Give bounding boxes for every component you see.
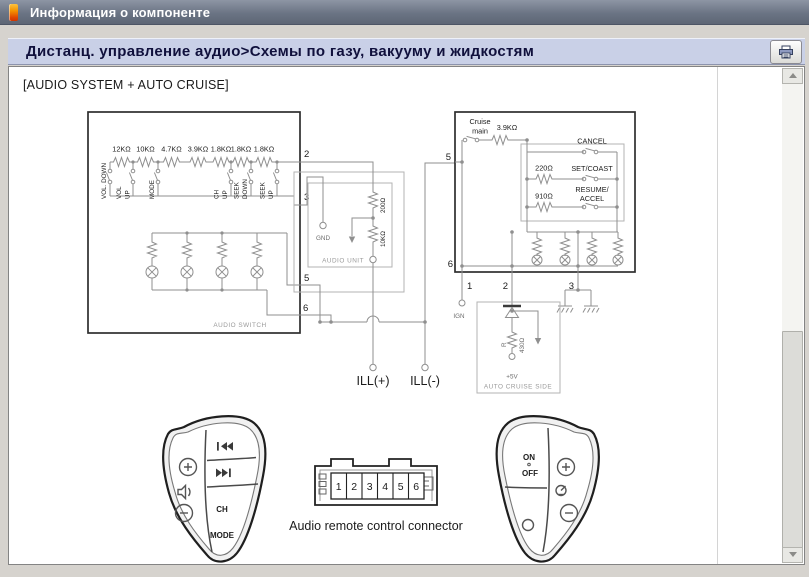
diagram-heading: [AUDIO SYSTEM + AUTO CRUISE] [23, 78, 229, 92]
ch-button[interactable]: CH [216, 505, 228, 514]
gnd-label: GND [316, 235, 330, 242]
diagram-panel [8, 66, 805, 565]
acs-r-label: R [501, 342, 508, 347]
switch-label: UP [268, 190, 275, 199]
connector-pin: 5 [397, 481, 404, 493]
scroll-down-button[interactable] [782, 547, 803, 563]
cruise-off-label[interactable]: OFF [522, 469, 538, 478]
resume-accel-label: ACCEL [579, 194, 605, 203]
resistor-value: 10KΩ [136, 144, 155, 154]
ign-label: IGN [453, 313, 465, 320]
set-coast-label: SET/COAST [571, 164, 613, 173]
cruise-pin-2: 2 [502, 281, 508, 292]
arrow-up-icon [789, 73, 797, 78]
resistor-value: 1.8KΩ [210, 144, 232, 154]
right-wheel-control [497, 416, 599, 561]
resume-accel-label: RESUME/ [575, 185, 609, 194]
audio-unit-r2: 10KΩ [380, 231, 387, 247]
scrollbar-thumb[interactable] [782, 331, 803, 549]
connector-pin: 2 [351, 481, 358, 493]
resistor-value: 3.9KΩ [187, 144, 209, 154]
audio-switch-label: AUDIO SWITCH [213, 322, 267, 329]
cruise-on-label[interactable]: ON [523, 453, 535, 462]
switch-label: VOL. DOWN [101, 162, 108, 199]
resistor-value: 12KΩ [112, 144, 131, 154]
vertical-scrollbar[interactable] [782, 68, 803, 563]
connector-pin: 4 [382, 481, 389, 493]
switch-label: SEEK [259, 182, 267, 199]
resistor-value: 1.8KΩ [230, 144, 252, 154]
auto-cruise-side-box [477, 302, 560, 393]
switch-label: UP [124, 190, 132, 199]
resistor-value: 4.7KΩ [161, 144, 182, 154]
cruise-pin-6: 6 [447, 259, 453, 270]
audio-switch-box [88, 112, 300, 333]
cruise-main-label: Cruise [469, 117, 491, 126]
cruise-main-resistor: 3.9KΩ [496, 123, 518, 132]
acs-label: AUTO CRUISE SIDE [483, 383, 553, 391]
switch-label: UP [222, 190, 229, 199]
app-icon [9, 4, 18, 21]
audio-unit [294, 162, 404, 292]
connector-pin: 1 [335, 481, 342, 493]
ill-minus-label: ILL(-) [410, 374, 440, 388]
junction-dots [185, 231, 223, 291]
printer-icon [778, 45, 794, 59]
window-title: Информация о компоненте [30, 4, 211, 20]
switch-label: DOWN [242, 179, 249, 199]
switch-label: MODE [149, 180, 156, 199]
pin-5: 5 [304, 273, 310, 284]
acs-r-value: 430Ω [519, 337, 526, 353]
arrow-down-icon [535, 338, 541, 345]
audio-remote-connector [289, 459, 463, 533]
cruise-main-label: main [472, 126, 488, 136]
pin-6: 6 [303, 303, 309, 314]
cancel-label: CANCEL [577, 136, 607, 146]
cruise-switch-box [446, 112, 635, 272]
illumination-lamps [146, 233, 300, 315]
resistor-value: 1.8KΩ [253, 144, 275, 154]
mode-button[interactable]: MODE [210, 531, 234, 540]
page-header [8, 38, 805, 65]
switch-label: SEEK [233, 182, 241, 199]
pin-2: 2 [304, 149, 310, 160]
arrow-down-icon [349, 237, 355, 244]
pin-3: 3 [304, 192, 310, 203]
audio-unit-label: AUDIO UNIT [322, 257, 364, 265]
switch-label: CH [213, 189, 221, 199]
connector-caption: Audio remote control connector [289, 519, 463, 533]
audio-unit-r1: 200Ω [380, 197, 387, 213]
scroll-up-button[interactable] [782, 68, 803, 84]
print-button[interactable] [770, 40, 802, 64]
cruise-pin-5: 5 [445, 152, 451, 163]
window-titlebar [0, 0, 809, 25]
cruise-bottom-pins [453, 272, 599, 320]
set-resistor: 220Ω [535, 163, 553, 173]
cruise-pin-3: 3 [568, 281, 574, 292]
acs-voltage: +5V [506, 373, 518, 381]
wiring-diagram [9, 67, 785, 564]
ill-plus-label: ILL(+) [356, 374, 390, 388]
cruise-pin-1: 1 [467, 281, 473, 292]
resume-resistor: 910Ω [535, 191, 553, 201]
switch-label: VOL [116, 186, 123, 199]
arrow-down-icon [789, 552, 797, 557]
connector-pin: 3 [366, 481, 373, 493]
left-wheel-control [163, 416, 265, 561]
breadcrumb-title: Дистанц. управление аудио>Схемы по газу, вакууму и жидкостям [26, 43, 535, 60]
connector-pin: 6 [413, 481, 420, 493]
